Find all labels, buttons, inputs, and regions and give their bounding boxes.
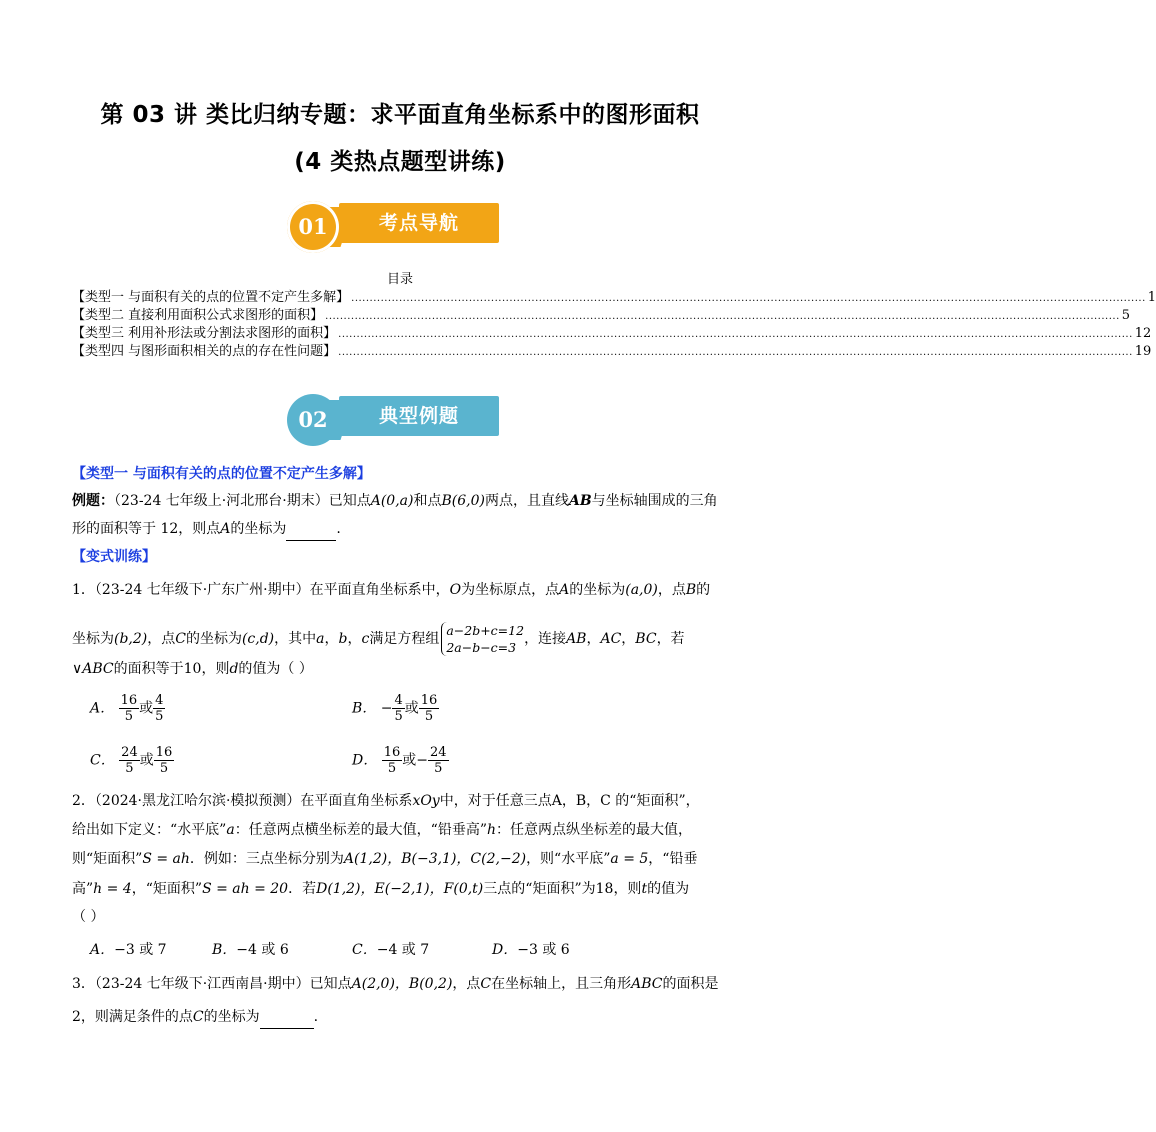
q2-line-2: [72, 819, 692, 841]
toc-leader-dots: ........................................................................................................................................................................................................................: [338, 347, 1133, 358]
q2-option-c[interactable]: [352, 939, 429, 961]
math-point: B(6,0): [441, 493, 485, 509]
toc-item-page: 19: [1134, 344, 1152, 359]
text: ，则: [613, 881, 642, 897]
math-var: h: [487, 822, 497, 838]
math-points: D(1,2)，E(−2,1)，F(0,t): [316, 881, 484, 897]
text: 与坐标轴围成的三角: [591, 493, 718, 509]
q1-option-b[interactable]: B． − $\frac{4}{5}$ 或 $\frac{16}{5}$: [352, 693, 438, 724]
text: 的值为（ ）: [238, 661, 313, 677]
toc-leader-dots: ........................................................................................................................................................................................................................: [351, 293, 1146, 304]
example-label: 例题：: [72, 493, 114, 509]
category-heading: 【类型一 与面积有关的点的位置不定产生多解】: [72, 466, 371, 482]
math-var: a: [226, 822, 235, 838]
text: ：任意两点纵坐标差的最大值，: [496, 822, 693, 838]
math-var: B: [685, 582, 697, 598]
toc-item-page: 5: [1121, 308, 1131, 323]
fraction: $\frac{16}{5}$: [383, 745, 401, 776]
toc-item-label: 【类型四 与图形面积相关的点的存在性问题】: [72, 344, 337, 359]
text: ，连接: [524, 631, 567, 647]
math-coord: (b,2): [114, 631, 148, 647]
badge-number: 02: [287, 394, 339, 446]
equation-system: [441, 622, 524, 656]
text: 2，则满足条件的点: [72, 1009, 193, 1025]
toc-item-label: 【类型三 利用补形法或分割法求图形的面积】: [72, 326, 337, 341]
q2-option-d[interactable]: [492, 939, 570, 961]
fraction: $\frac{4}{5}$: [155, 693, 164, 724]
toc-item[interactable]: [72, 286, 1156, 305]
page-title: 第 03 讲 类比归纳专题：求平面直角坐标系中的图形面积: [100, 102, 700, 128]
math-formula: a = 5: [610, 851, 649, 867]
text: 在坐标轴上，且三角形: [491, 976, 632, 992]
math-segment: AC: [600, 631, 622, 647]
toc-item[interactable]: [72, 322, 1152, 341]
q3-line-1: [72, 973, 719, 995]
text: 的面积等于: [113, 661, 184, 677]
example-line-2: [72, 518, 341, 541]
example-source: （23-24 七年级上·河北邢台·期末）: [114, 493, 329, 509]
math-point: A(0,a): [370, 493, 414, 509]
text: 的坐标为: [569, 582, 626, 598]
option-value: −3 或 6: [517, 942, 570, 958]
math-formula: S = ah: [142, 851, 190, 867]
text: 已知点: [328, 493, 371, 509]
text: ，其中: [274, 631, 317, 647]
toc-item-label: 【类型二 直接利用面积公式求图形的面积】: [72, 308, 324, 323]
text: 的坐标为: [203, 1009, 260, 1025]
option-key: C．: [352, 942, 377, 958]
math-var: C: [175, 631, 186, 647]
toc-item[interactable]: [72, 304, 1131, 323]
math-formula: S = ah = 20: [202, 881, 289, 897]
variant-heading: 【变式训练】: [72, 549, 156, 565]
text: ．例如：三点坐标分别为: [189, 851, 344, 867]
text: ，点: [147, 631, 176, 647]
text: 给出如下定义：“水平底”: [72, 822, 227, 838]
math-segment: AB: [566, 631, 587, 647]
text: 坐标为: [72, 631, 114, 647]
q1-line-2: 坐标为(b,2)，点C的坐标为(c,d)，其中a，b，c满足方程组 a−2b+c=12 2a−b−c=3 ，连接AB，AC，BC，若: [72, 623, 685, 655]
q2-option-a[interactable]: [90, 939, 167, 961]
fraction: $\frac{4}{5}$: [394, 693, 403, 724]
text: ，“矩面积”: [131, 881, 203, 897]
q1-line-1: [72, 579, 710, 601]
page-subtitle: (4 类热点题型讲练): [294, 149, 506, 175]
text: 高”: [72, 881, 94, 897]
option-value: −4 或 7: [376, 942, 430, 958]
option-key: D．: [492, 942, 518, 958]
text: ．若: [288, 881, 317, 897]
text: .: [313, 1009, 319, 1025]
option-key: A．: [90, 942, 115, 958]
option-value: −3 或 7: [114, 942, 167, 958]
math-coord: (c,d): [241, 631, 275, 647]
math-triangle: ∨ABC: [72, 661, 114, 677]
math-var: b: [338, 631, 348, 647]
text: 两点，且直线: [484, 493, 569, 509]
text: ，若: [656, 631, 685, 647]
equation: 2a−b−c=3: [446, 640, 517, 655]
toc-leader-dots: ........................................................................................................................................................................................................................: [338, 329, 1133, 340]
math-var: t: [641, 881, 648, 897]
text: ，“铅垂: [648, 851, 698, 867]
math-var: O: [449, 582, 462, 598]
math-number: 18: [595, 881, 614, 897]
option-key: B．: [352, 700, 377, 717]
equation: a−2b+c=12: [446, 623, 525, 638]
q1-option-c[interactable]: C． $\frac{24}{5}$ 或 $\frac{16}{5}$: [90, 745, 173, 776]
text: 的面积是: [662, 976, 719, 992]
text: ，点: [657, 582, 686, 598]
math-var: C: [480, 976, 492, 992]
fraction: $\frac{16}{5}$: [155, 745, 173, 776]
q3-line-2: [72, 1006, 318, 1029]
badge-label: 考点导航: [339, 203, 499, 243]
q2-line-4: [72, 878, 689, 900]
fraction: $\frac{24}{5}$: [429, 745, 447, 776]
math-var: a: [316, 631, 325, 647]
math-triangle: ABC: [631, 976, 663, 992]
toc-heading: 目录: [386, 272, 413, 287]
text: 2．（2024·黑龙江哈尔滨·模拟预测）在平面直角坐标系: [72, 793, 413, 809]
text: ，点: [452, 976, 481, 992]
text: ，则: [201, 661, 230, 677]
math-formula: h = 4: [93, 881, 132, 897]
option-key: D．: [352, 752, 378, 769]
q1-option-d[interactable]: D． $\frac{16}{5}$ 或− $\frac{24}{5}$: [352, 745, 447, 776]
text: 形的面积等于 12，则点: [72, 521, 221, 537]
math-points: A(2,0)，B(0,2): [351, 976, 453, 992]
text: 则“矩面积”: [72, 851, 143, 867]
text: A，B，C 的“矩面积”，: [551, 793, 700, 809]
toc-item-label: 【类型一 与面积有关的点的位置不定产生多解】: [72, 290, 350, 305]
answer-blank[interactable]: [260, 1006, 314, 1029]
q2-line-1: [72, 790, 700, 812]
q2-line-5: [72, 906, 104, 928]
toc-item-page: 1: [1147, 290, 1156, 305]
text: 和点: [413, 493, 442, 509]
math-coord: (a,0): [625, 582, 658, 598]
q2-line-3: [72, 848, 697, 870]
q1-option-a[interactable]: A． $\frac{16}{5}$ 或 $\frac{4}{5}$: [90, 693, 164, 724]
text: 3．（23-24 七年级下·江西南昌·期中）已知点: [72, 976, 352, 992]
math-var: c: [361, 631, 370, 647]
option-key: A．: [90, 700, 115, 717]
toc-item[interactable]: [72, 340, 1152, 359]
text: （ ）: [72, 909, 105, 925]
fraction: $\frac{16}{5}$: [420, 693, 438, 724]
math-var: xOy: [412, 793, 440, 809]
math-segment: BC: [635, 631, 657, 647]
q1-line-3: [72, 658, 313, 680]
toc-item-page: 12: [1134, 326, 1152, 341]
fraction: $\frac{16}{5}$: [120, 693, 138, 724]
text: ：任意两点横坐标差的最大值，“铅垂高”: [234, 822, 488, 838]
math-var: A: [220, 521, 231, 537]
text: 的值为: [647, 881, 690, 897]
math-var: C: [192, 1009, 204, 1025]
option-key: B．: [212, 942, 237, 958]
math-number: 10: [183, 661, 202, 677]
toc-leader-dots: ........................................................................................................................................................................................................................: [325, 311, 1120, 322]
answer-blank[interactable]: [286, 518, 336, 541]
math-line: AB: [568, 493, 592, 509]
text: 三点的“矩面积”为: [483, 881, 596, 897]
fraction: $\frac{24}{5}$: [121, 745, 138, 776]
text: 为坐标原点，点: [461, 582, 560, 598]
text: 的: [696, 582, 711, 598]
badge-number: 01: [287, 201, 339, 253]
math-var: A: [559, 582, 570, 598]
option-value: −4 或 6: [236, 942, 289, 958]
text: .: [336, 521, 341, 537]
text: 的坐标为: [230, 521, 287, 537]
text: ，则“水平底”: [526, 851, 611, 867]
math-points: A(1,2)，B(−3,1)，C(2,−2): [343, 851, 527, 867]
text: 的坐标为: [185, 631, 242, 647]
math-var: d: [229, 661, 239, 677]
option-key: C．: [90, 752, 115, 769]
q2-option-b[interactable]: [212, 939, 289, 961]
badge-label: 典型例题: [339, 396, 499, 436]
text: 1．（23-24 七年级下·广东广州·期中）在平面直角坐标系中，: [72, 582, 450, 598]
example-line-1: [72, 490, 718, 512]
text: 中，对于任意三点: [439, 793, 552, 809]
text: 满足方程组: [369, 631, 440, 647]
